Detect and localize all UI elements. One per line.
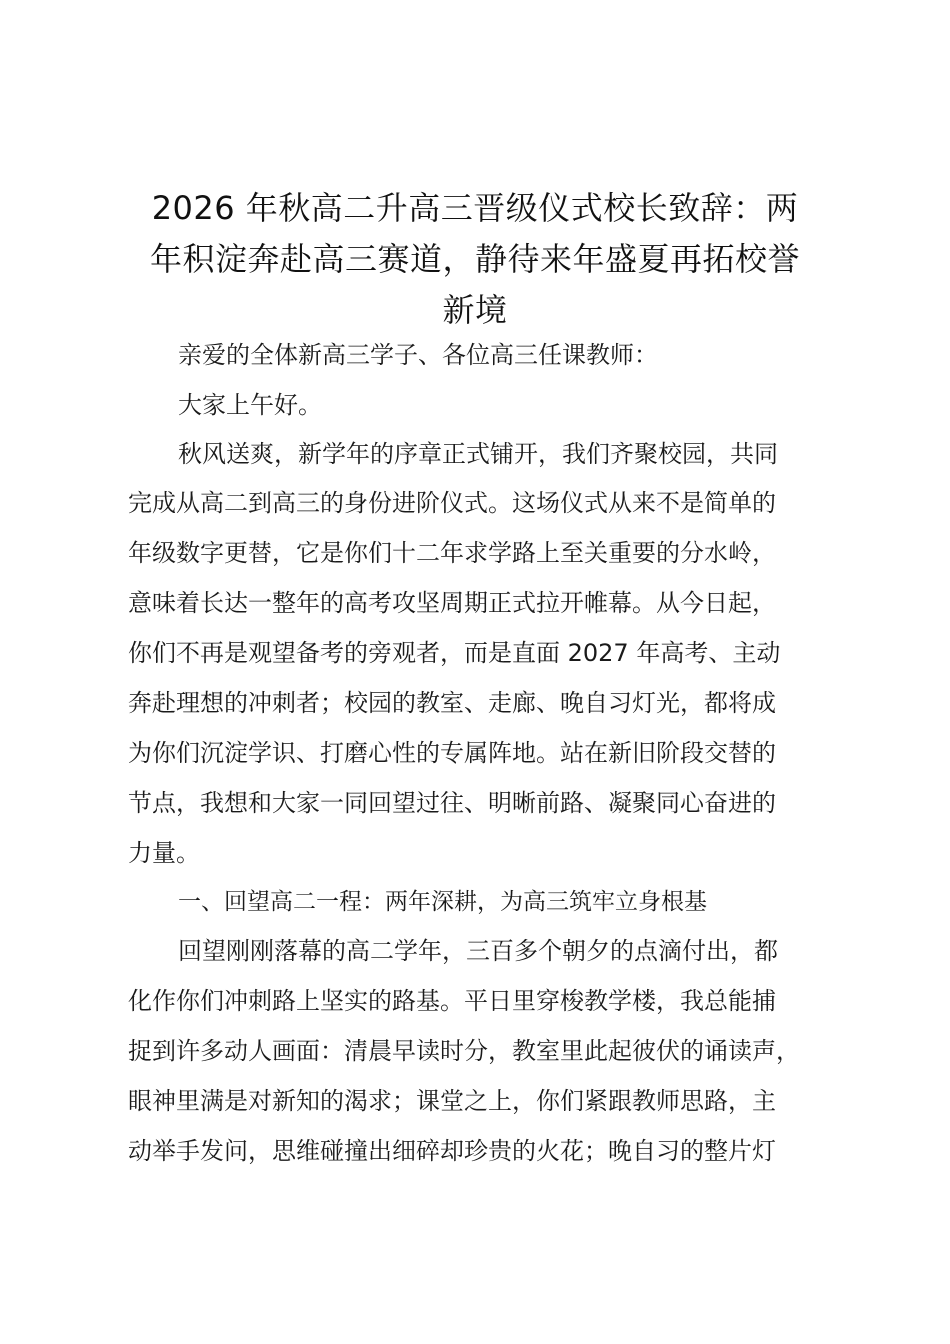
paragraph-line: 眼神里满是对新知的渴求；课堂之上，你们紧跟教师思路，主 [128, 1087, 776, 1115]
paragraph-line: 力量。 [128, 839, 200, 867]
greeting: 大家上午好。 [178, 391, 322, 419]
salutation: 亲爱的全体新高三学子、各位高三任课教师： [178, 341, 658, 369]
paragraph-line: 节点，我想和大家一同回望过往、明晰前路、凝聚同心奋进的 [128, 789, 776, 817]
paragraph-line: 为你们沉淀学识、打磨心性的专属阵地。站在新旧阶段交替的 [128, 739, 776, 767]
document-title [120, 183, 830, 336]
paragraph-line: 动举手发问，思维碰撞出细碎却珍贵的火花；晚自习的整片灯 [128, 1137, 776, 1165]
paragraph-line: 意味着长达一整年的高考攻坚周期正式拉开帷幕。从今日起， [128, 589, 776, 617]
title-line: 2026 年秋高二升高三晋级仪式校长致辞：两 [151, 189, 799, 227]
paragraph-line: 奔赴理想的冲刺者；校园的教室、走廊、晚自习灯光，都将成 [128, 689, 776, 717]
title-line: 年积淀奔赴高三赛道，静待来年盛夏再拓校誉 [149, 240, 800, 278]
paragraph-line: 年级数字更替，它是你们十二年求学路上至关重要的分水岭， [128, 539, 776, 567]
paragraph-line: 秋风送爽，新学年的序章正式铺开，我们齐聚校园，共同 [178, 440, 778, 468]
paragraph-line: 回望刚刚落幕的高二学年，三百多个朝夕的点滴付出，都 [178, 937, 778, 965]
paragraph-line: 捉到许多动人画面：清晨早读时分，教室里此起彼伏的诵读声， [128, 1037, 800, 1065]
title-line: 新境 [442, 291, 508, 329]
paragraph-line: 化作你们冲刺路上坚实的路基。平日里穿梭教学楼，我总能捕 [128, 987, 776, 1015]
paragraph-line: 你们不再是观望备考的旁观者，而是直面 2027 年高考、主动 [128, 639, 781, 667]
paragraph-line: 完成从高二到高三的身份进阶仪式。这场仪式从来不是简单的 [128, 489, 776, 517]
section-heading: 一、回望高二一程：两年深耕，为高三筑牢立身根基 [178, 889, 707, 915]
